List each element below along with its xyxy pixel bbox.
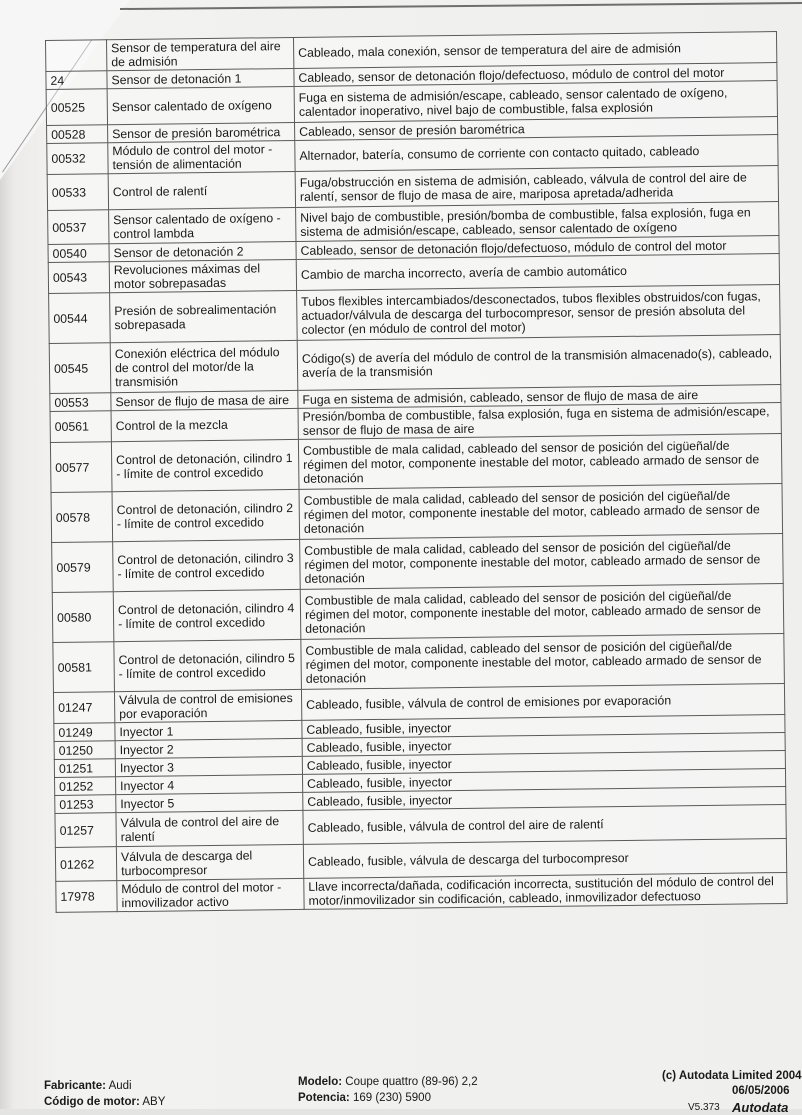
component-name: Control de detonación, cilindro 1 - límite de control excedido xyxy=(111,439,299,491)
possible-causes: Cableado, fusible, válvula de control de emisiones por evaporación xyxy=(301,684,784,721)
component-name: Control de detonación, cilindro 2 - límite de control excedido xyxy=(112,489,300,541)
copyright: (c) Autodata Limited 2004 xyxy=(662,1070,802,1082)
engine-code xyxy=(44,1096,165,1108)
possible-causes: Presión/bomba de combustible, falsa explosión, fuga en sistema de admisión/escape, sensor de flujo de masa de aire xyxy=(298,403,781,440)
possible-causes: Cableado, fusible, válvula de descarga del turbocompresor xyxy=(303,839,786,879)
component-name: Sensor de detonación 1 xyxy=(107,68,294,88)
power-label: Potencia: xyxy=(298,1092,350,1104)
manufacturer xyxy=(44,1080,132,1092)
component-name: Control de ralentí xyxy=(108,171,295,209)
possible-causes: Cableado, sensor de detonación flojo/defectuoso, módulo de control del motor xyxy=(296,236,779,260)
component-name: Válvula de control de emisiones por evaporación xyxy=(114,689,301,722)
fault-code: 00537 xyxy=(48,210,109,245)
fault-code: 00525 xyxy=(46,89,107,126)
component-name: Control de detonación, cilindro 3 - límite de control excedido xyxy=(113,539,301,591)
fault-code: 01250 xyxy=(54,741,115,760)
possible-causes: Cableado, fusible, inyector xyxy=(303,787,786,811)
fault-code: 00540 xyxy=(48,244,109,263)
component-name: Inyector 4 xyxy=(116,774,303,794)
component-name: Control de detonación, cilindro 5 - límite de control excedido xyxy=(114,639,302,691)
possible-causes: Cableado, sensor de detonación flojo/defectuoso, módulo de control del motor xyxy=(294,63,777,87)
table-row xyxy=(49,285,781,344)
fault-code xyxy=(46,40,107,72)
fault-code: 00561 xyxy=(50,411,111,443)
engine-code-label: Código de motor: xyxy=(44,1096,140,1108)
possible-causes: Combustible de mala calidad, cableado del sensor de posición del cigüeñal/de régimen del motor, componente inestable del motor, cableado armado de sensor de detonación xyxy=(301,634,785,690)
possible-causes: Cableado, fusible, inyector xyxy=(302,769,785,793)
table-row xyxy=(52,534,784,593)
model xyxy=(298,1076,478,1088)
possible-causes: Cableado, sensor de presión barométrica xyxy=(295,117,778,141)
manufacturer-value: Audi xyxy=(108,1080,132,1092)
component-name: Inyector 5 xyxy=(116,792,303,812)
fault-code: 00578 xyxy=(51,492,113,543)
table-row xyxy=(53,634,785,693)
power xyxy=(298,1092,431,1104)
fault-code: 00581 xyxy=(53,642,115,693)
component-name: Sensor de detonación 2 xyxy=(109,241,296,261)
possible-causes: Combustible de mala calidad, cableado del sensor de posición del cigüeñal/de régimen del motor, componente inestable del motor, cableado armado de sensor de detonación xyxy=(300,534,784,590)
component-name: Control de la mezcla xyxy=(111,408,298,441)
possible-causes: Cableado, fusible, válvula de control del aire de ralentí xyxy=(303,805,786,845)
component-name: Válvula de descarga del turbocompresor xyxy=(116,844,303,880)
possible-causes: Combustible de mala calidad, cableado del sensor de posición del cigüeñal/de régimen del motor, componente inestable del motor, cableado armado de sensor de detonación xyxy=(298,434,782,490)
fault-code: 00533 xyxy=(47,174,108,211)
fault-code: 00577 xyxy=(50,442,112,493)
table-row xyxy=(52,584,784,643)
possible-causes: Cableado, fusible, inyector xyxy=(302,751,785,775)
component-name: Módulo de control del motor - tensión de alimentación xyxy=(108,140,295,173)
possible-causes: Fuga en sistema de admisión/escape, cableado, sensor calentado de oxígeno, calentador inoperativo, nivel bajo de combustible, falsa explosión xyxy=(294,81,777,123)
fault-code: 01247 xyxy=(53,692,114,724)
power-value: 169 (230) 5900 xyxy=(352,1092,431,1104)
autodata-logo: Autodata xyxy=(732,1100,789,1115)
possible-causes: Fuga/obstrucción en sistema de admisión, cableado, válvula de control del aire de ralentí, sensor de flujo de masa de aire, mariposa apretada/adherida xyxy=(295,166,778,208)
possible-causes: Código(s) de avería del módulo de control de la transmisión almacenado(s), cableado, avería de la transmisión xyxy=(297,335,781,391)
component-name: Inyector 1 xyxy=(115,720,302,740)
fault-code: 24 xyxy=(46,71,107,90)
model-label: Modelo: xyxy=(298,1076,343,1088)
print-date: 06/05/2006 xyxy=(732,1085,790,1097)
fault-code: 01252 xyxy=(55,777,116,796)
component-name: Sensor de flujo de masa de aire xyxy=(111,390,298,410)
table-row xyxy=(50,434,782,493)
possible-causes: Cableado, mala conexión, sensor de temperatura del aire de admisión xyxy=(293,32,776,69)
possible-causes: Fuga en sistema de admisión, cableado, sensor de flujo de masa de aire xyxy=(298,385,781,409)
table-row xyxy=(49,335,781,394)
manufacturer-label: Fabricante: xyxy=(44,1080,106,1092)
page-footer xyxy=(0,1070,802,1113)
fault-code: 01253 xyxy=(55,795,116,814)
component-name: Inyector 3 xyxy=(115,756,302,776)
possible-causes: Alternador, batería, consumo de corriente con contacto quitado, cableado xyxy=(295,135,778,172)
possible-causes: Combustible de mala calidad, cableado del sensor de posición del cigüeñal/de régimen del motor, componente inestable del motor, cableado armado de sensor de detonación xyxy=(299,484,783,540)
possible-causes: Cambio de marcha incorrecto, avería de cambio automático xyxy=(296,254,779,291)
fault-code: 00579 xyxy=(52,542,114,593)
table-row xyxy=(51,484,783,543)
fault-code: 01257 xyxy=(55,813,116,848)
engine-code-value: ABY xyxy=(142,1096,166,1108)
possible-causes: Cableado, fusible, inyector xyxy=(302,715,785,739)
fault-code: 00528 xyxy=(47,125,108,144)
possible-causes: Combustible de mala calidad, cableado del sensor de posición del cigüeñal/de régimen del motor, componente inestable del motor, cableado armado de sensor de detonación xyxy=(300,584,784,640)
fault-code: 00544 xyxy=(49,293,111,344)
fault-code: 00580 xyxy=(52,592,114,643)
component-name: Revoluciones máximas del motor sobrepasadas xyxy=(109,259,296,292)
fault-code: 00545 xyxy=(49,343,111,394)
fault-code-rows xyxy=(46,32,788,913)
possible-causes: Llave incorrecta/dañada, codificación incorrecta, sustitución del módulo de control del motor/inmovilizador sin codificación, cableado, inmovilizador defectuoso xyxy=(304,873,787,910)
fault-code: 00543 xyxy=(48,262,109,294)
component-name: Sensor calentado de oxígeno - control lambda xyxy=(109,207,296,243)
component-name: Sensor de presión barométrica xyxy=(108,122,295,142)
model-value: Coupe quattro (89-96) 2,2 xyxy=(345,1076,478,1088)
component-name: Conexión eléctrica del módulo de control del motor/de la transmisión xyxy=(110,340,298,392)
component-name: Sensor de temperatura del aire de admisión xyxy=(107,37,294,70)
fault-code: 01262 xyxy=(55,847,116,882)
component-name: Inyector 2 xyxy=(115,738,302,758)
fault-code: 17978 xyxy=(56,881,117,913)
component-name: Sensor calentado de oxígeno xyxy=(107,86,294,124)
possible-causes: Cableado, fusible, inyector xyxy=(302,733,785,757)
component-name: Válvula de control del aire de ralentí xyxy=(116,810,303,846)
top-border-line xyxy=(120,2,802,10)
fault-code: 00553 xyxy=(50,393,111,412)
fault-code: 00532 xyxy=(47,143,108,175)
component-name: Control de detonación, cilindro 4 - límite de control excedido xyxy=(113,589,301,641)
fault-code-table xyxy=(45,31,788,913)
possible-causes: Tubos flexibles intercambiados/desconectados, tubos flexibles obstruidos/con fugas, actuador/válvula de descarga del turbocompresor, sensor de presión absoluta del colector (en módulo de control del motor) xyxy=(297,285,781,341)
possible-causes: Nivel bajo de combustible, presión/bomba de combustible, falsa explosión, fuga en sistema de admisión/escape, cableado, sensor calentado de oxígeno xyxy=(296,202,779,242)
fault-code: 01249 xyxy=(54,723,115,742)
component-name: Presión de sobrealimentación sobrepasada xyxy=(110,290,298,342)
version: V5.373 xyxy=(688,1102,720,1113)
fault-code: 01251 xyxy=(54,759,115,778)
component-name: Módulo de control del motor - inmovilizador activo xyxy=(117,878,304,911)
